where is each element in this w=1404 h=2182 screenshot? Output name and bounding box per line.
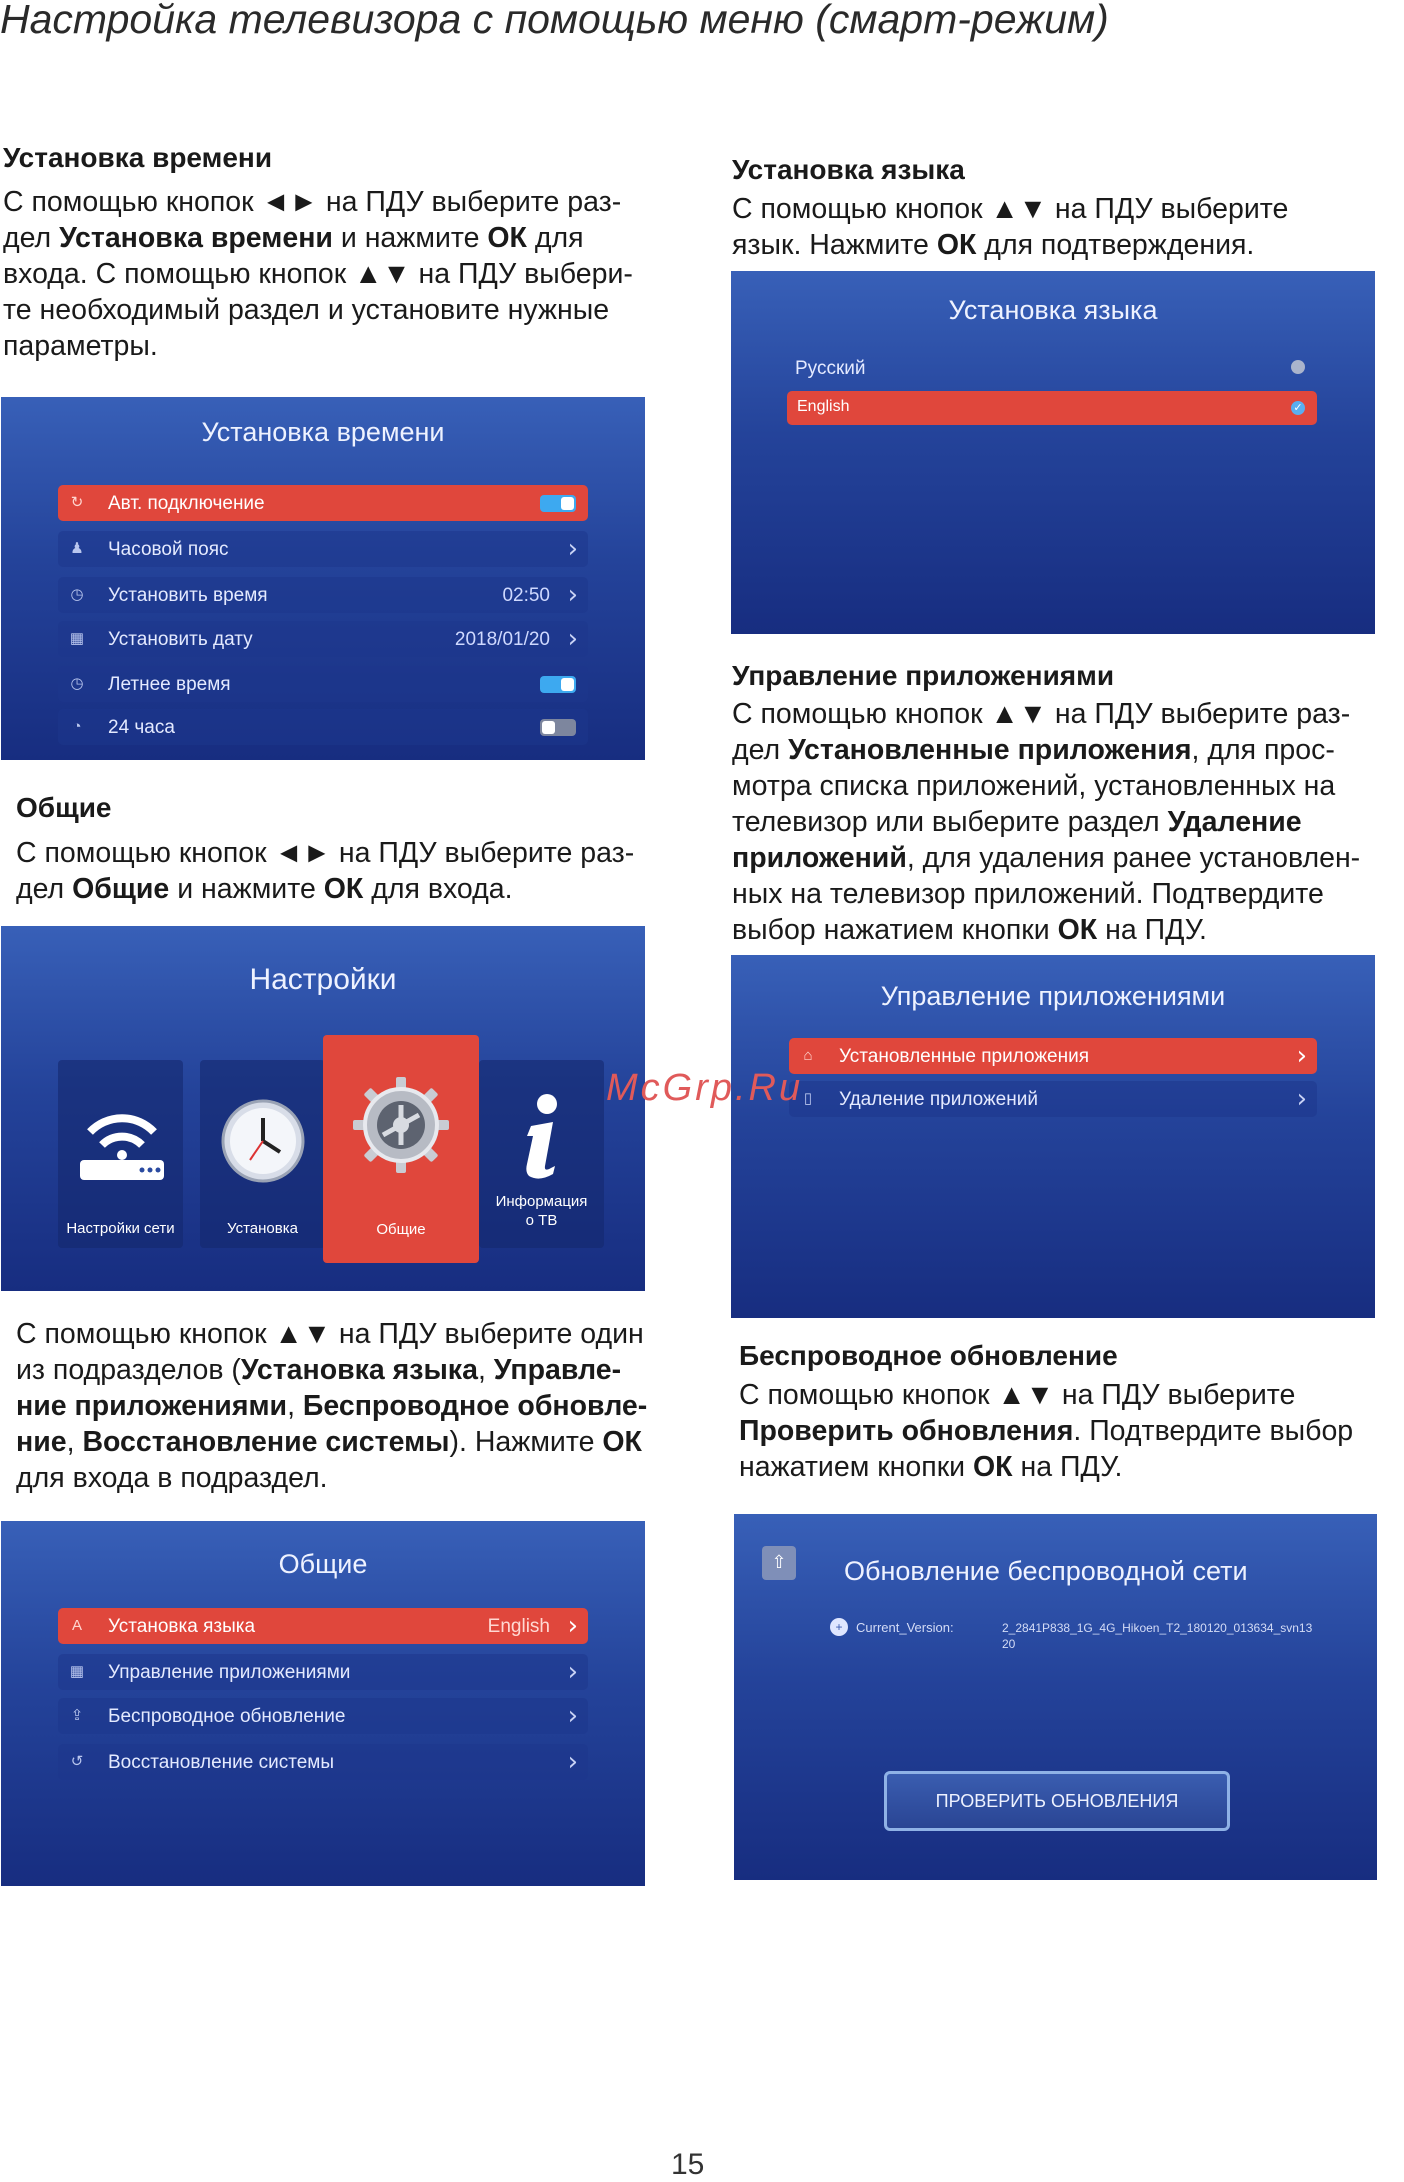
general-heading: Общие: [16, 792, 112, 823]
summer-time-row[interactable]: [58, 666, 588, 702]
time-value: 02:50: [502, 585, 550, 606]
row-label: Установить дату: [108, 629, 253, 650]
general-text: С помощью кнопок ◄► на ПДУ выберите раз- дел Общие и нажмите ОК для входа.: [16, 837, 635, 905]
tile-label: Информация о ТВ: [495, 1193, 588, 1229]
row-label: Установить время: [108, 585, 268, 606]
row-label: Управление приложениями: [108, 1662, 351, 1683]
version-label: Current_Version:: [856, 1620, 954, 1635]
set-date-row[interactable]: [58, 621, 588, 657]
24h-row[interactable]: [58, 709, 588, 745]
page-number: 15: [671, 2148, 705, 2181]
row-label: Авт. подключение: [108, 493, 265, 514]
timezone-row[interactable]: [58, 531, 588, 567]
row-label: Беспроводное обновление: [108, 1706, 346, 1727]
row-label: Восстановление системы: [108, 1752, 335, 1773]
check-updates-button[interactable]: ПРОВЕРИТЬ ОБНОВЛЕНИЯ: [884, 1771, 1230, 1831]
screen-title: Установка языка: [948, 295, 1158, 325]
chevron-right-icon: ›: [567, 624, 578, 654]
trash-icon: ▯: [803, 1090, 813, 1107]
screen-title: Управление приложениями: [880, 981, 1226, 1011]
24h-icon: ◔: [72, 718, 82, 735]
page-title: Настройка телевизора с помощью меню (смарт-режим): [0, 0, 1109, 42]
summer-time-icon: ◷: [70, 675, 84, 692]
chevron-right-icon: ›: [1296, 1041, 1307, 1071]
wireless-update-row[interactable]: [58, 1698, 588, 1734]
tile-label: Общие: [376, 1221, 426, 1238]
language-screen: [731, 271, 1375, 634]
language-text: С помощью кнопок ▲▼ на ПДУ выберите язык. Нажмите ОК для подтверждения.: [732, 193, 1289, 261]
auto-connect-row[interactable]: [58, 485, 588, 521]
row-label: Установленные приложения: [839, 1046, 1090, 1067]
language-icon: A: [71, 1617, 82, 1634]
info-icon: [517, 1092, 567, 1182]
toggle-switch[interactable]: [540, 676, 576, 693]
settings-screen: [1, 926, 645, 1291]
wireless-update-screen: [734, 1514, 1377, 1880]
auto-sync-icon: ↻: [70, 494, 84, 511]
tile-label: Настройки сети: [66, 1220, 175, 1237]
upload-icon: ⇧: [762, 1546, 796, 1580]
gear-icon: [351, 1075, 451, 1175]
language-option-russian[interactable]: [787, 350, 1317, 386]
chevron-right-icon: ›: [567, 534, 578, 564]
row-label: Часовой пояс: [108, 539, 229, 560]
chevron-right-icon: ›: [567, 1611, 578, 1641]
check-icon: ✓: [1291, 401, 1305, 415]
calendar-icon: ▦: [69, 630, 85, 647]
time-text: С помощью кнопок ◄► на ПДУ выберите раз- дел Установка времени и нажмите ОК для входа. С помощью кнопок ▲▼ на ПДУ выбери- те необходимый раздел и установите нужные параметры.: [3, 186, 633, 362]
time-settings-screen: [1, 397, 645, 760]
info-circle-icon: +: [830, 1618, 848, 1636]
apps-heading: Управление приложениями: [732, 660, 1115, 691]
apps-management-row[interactable]: [58, 1654, 588, 1690]
system-restore-row[interactable]: [58, 1744, 588, 1780]
watermark: McGrp.Ru: [606, 1067, 804, 1109]
chevron-right-icon: ›: [567, 580, 578, 610]
chevron-right-icon: ›: [567, 1701, 578, 1731]
tile-tv-info[interactable]: [479, 1060, 604, 1248]
tile-network-settings[interactable]: [58, 1060, 183, 1248]
screen-title: Общие: [278, 1549, 368, 1579]
installed-apps-row[interactable]: [789, 1038, 1317, 1074]
screen-title: Установка времени: [201, 417, 445, 447]
screen-title: Обновление беспроводной сети: [844, 1556, 1248, 1586]
toggle-switch[interactable]: [540, 719, 576, 736]
update-heading: Беспроводное обновление: [739, 1340, 1118, 1371]
tile-general[interactable]: [323, 1035, 479, 1263]
general-sub-text: С помощью кнопок ▲▼ на ПДУ выберите один из подразделов (Установка языка, Управле- ние приложениями, Беспроводное обновле- ние, Восстановление системы). Нажмите ОК для входа в подраздел.: [16, 1318, 648, 1494]
row-label: Удаление приложений: [839, 1089, 1038, 1110]
language-option-english[interactable]: [787, 391, 1317, 425]
apps-text: С помощью кнопок ▲▼ на ПДУ выберите раз- дел Установленные приложения, для прос- мотра списка приложений, установленных на телевизор или выберите раздел Удаление приложений, для удаления ранее установлен- ных на телевизор приложений. Подтвердите выбор нажатием кнопки ОК на ПДУ.: [732, 698, 1361, 946]
wifi-router-icon: [76, 1100, 168, 1182]
time-heading: Установка времени: [3, 142, 273, 173]
chevron-right-icon: ›: [567, 1657, 578, 1687]
general-screen: [1, 1521, 645, 1886]
set-time-row[interactable]: [58, 577, 588, 613]
version-value: 2_2841P838_1G_4G_Hikoen_T2_180120_013634_svn13 20: [1002, 1621, 1313, 1651]
toggle-switch[interactable]: [540, 495, 576, 512]
restore-icon: ↺: [70, 1753, 84, 1770]
language-value: English: [487, 1616, 550, 1637]
tile-setup[interactable]: [200, 1060, 325, 1248]
screen-title: Настройки: [249, 963, 397, 996]
date-value: 2018/01/20: [454, 629, 550, 650]
remove-apps-row[interactable]: [789, 1081, 1317, 1117]
language-heading: Установка языка: [732, 154, 965, 185]
radio-icon: [1291, 360, 1305, 374]
row-label: 24 часа: [108, 717, 175, 738]
option-label: English: [797, 398, 850, 415]
row-label: Летнее время: [108, 674, 231, 695]
update-text: С помощью кнопок ▲▼ на ПДУ выберите Проверить обновления. Подтвердите выбор нажатием кнопки ОК на ПДУ.: [739, 1379, 1354, 1483]
clock-icon: ◷: [70, 586, 84, 603]
chevron-right-icon: ›: [567, 1747, 578, 1777]
option-label: Русский: [795, 358, 866, 379]
update-icon: ⇪: [70, 1707, 84, 1724]
clock-icon: [220, 1098, 306, 1184]
row-label: Установка языка: [108, 1616, 256, 1637]
installed-apps-icon: ⌂: [803, 1047, 813, 1064]
apps-screen: [731, 955, 1375, 1318]
tile-label: Установка: [227, 1220, 298, 1237]
chevron-right-icon: ›: [1296, 1084, 1307, 1114]
timezone-icon: ♟: [70, 540, 84, 557]
apps-grid-icon: ▦: [69, 1663, 85, 1680]
language-row[interactable]: [58, 1608, 588, 1644]
